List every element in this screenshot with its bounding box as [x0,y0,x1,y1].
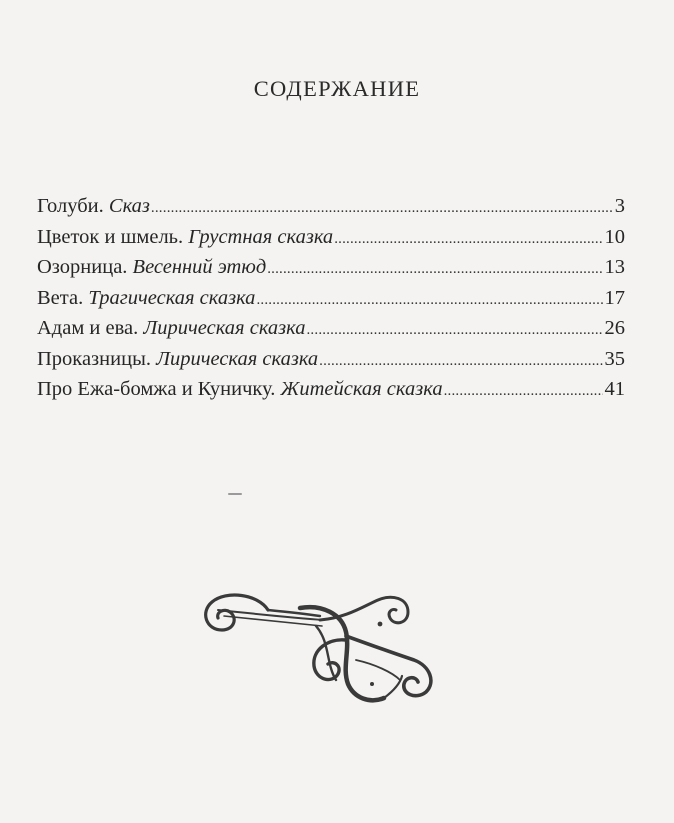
toc-entry-page: 41 [604,378,625,400]
dot-leader [306,322,602,339]
toc-entry [37,195,625,226]
toc-entry-genre: Весенний этюд [132,256,267,278]
page-title: СОДЕРЖАНИЕ [253,76,421,101]
paper-speck [228,493,242,495]
toc-entry-title [37,226,333,249]
toc-entry-genre: Трагическая сказка [88,286,256,309]
toc-entry-genre: Грустная сказка [188,225,334,248]
toc-entry [37,256,625,287]
dot-leader [151,200,613,217]
toc-entry-title [37,378,443,401]
toc-entry-page: 26 [604,317,625,339]
toc-entry-title [37,317,305,340]
toc-entry-title [37,348,318,371]
flourish-ornament-icon [196,580,446,710]
toc-entry [37,226,625,257]
toc-entry-genre: Житейская сказка [280,378,443,400]
toc-entry-title [37,195,150,218]
toc-entry [37,317,625,348]
toc-entry-genre: Лирическая сказка [156,347,319,370]
dot-leader [334,231,602,248]
toc-entry-title [37,287,255,310]
toc-entry-genre: Лирическая сказка [143,317,306,339]
toc-entry-page: 3 [614,195,625,217]
table-of-contents [37,195,625,409]
toc-entry-page: 10 [604,225,625,248]
toc-entry-name: Озорница. [37,256,133,278]
toc-entry-name: Голуби. [37,195,109,217]
toc-entry-name: Про Ежа-бомжа и Куничку. [37,378,281,400]
toc-entry-name: Цветок и шмель. [37,225,189,248]
toc-entry-genre: Сказ [108,195,150,217]
toc-entry-page: 17 [604,286,625,309]
toc-entry-name: Вета. [37,286,89,309]
toc-entry [37,378,625,409]
toc-entry-page: 35 [604,347,625,370]
dot-leader [319,353,602,370]
toc-entry-name: Проказницы. [37,347,157,370]
toc-entry-page: 13 [604,256,625,278]
toc-entry-name: Адам и ева. [37,317,144,339]
dot-leader [444,383,603,400]
toc-entry [37,348,625,379]
dot-leader [267,261,602,278]
dot-leader [256,292,602,309]
toc-entry-title [37,256,266,279]
toc-entry [37,287,625,318]
